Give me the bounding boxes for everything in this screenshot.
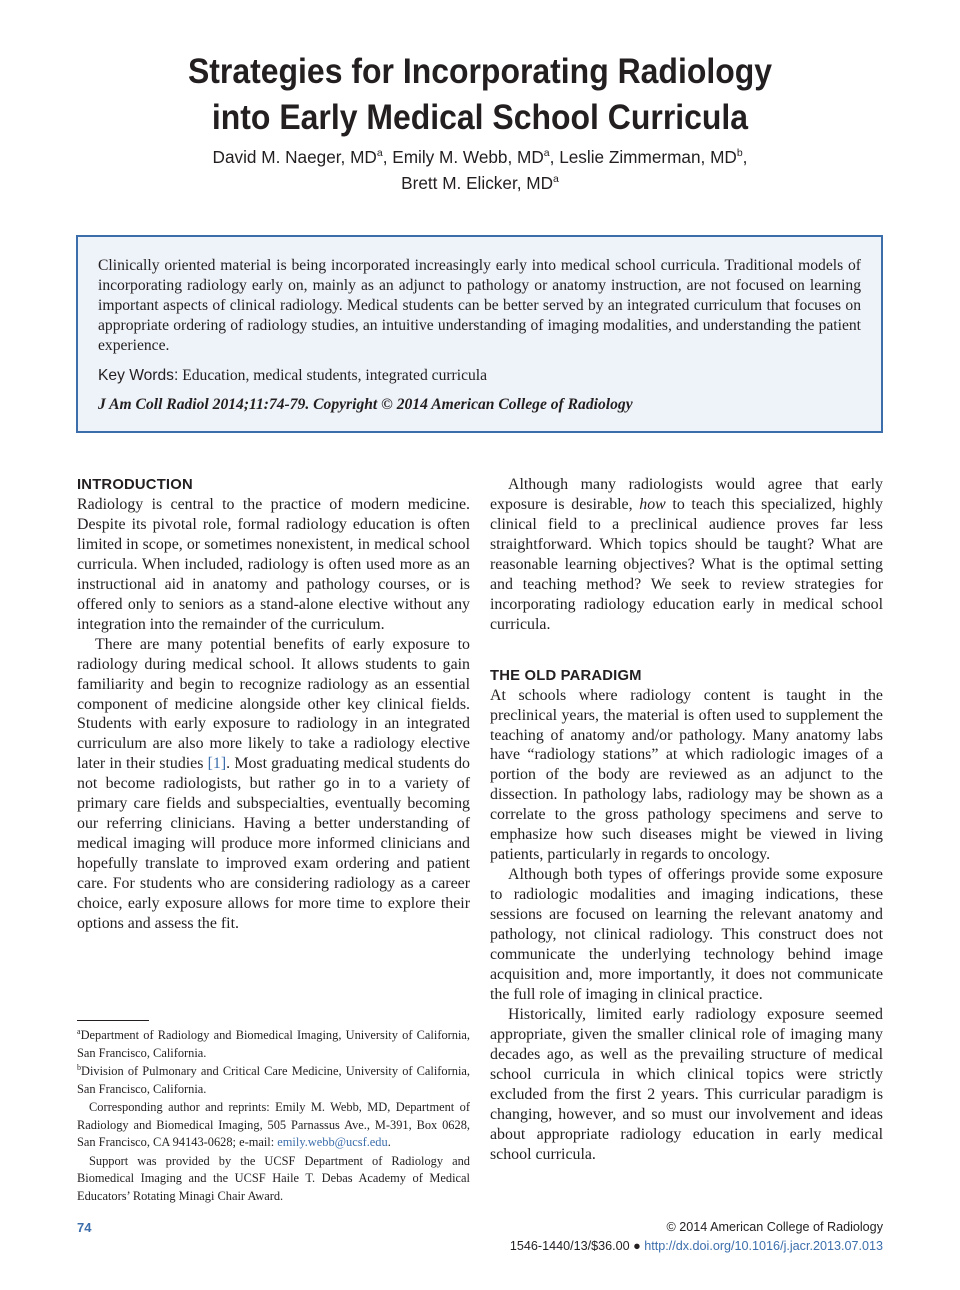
reference-link[interactable]: [1] <box>207 755 227 773</box>
paragraph: At schools where radiology content is taught in the preclinical years, the material is often used to supplement the teaching of anatomy and/or pathology. Many anatomy labs have “radiology stations” at which radiologic images of a portion of the body are reviewed as an adjunct to the dissection. In pathology labs, radiology may be shown as a correlate to the gross pathology specimens and serve to emphasize how such diseases might be viewed in living patients, particularly in regards to oncology. <box>490 686 883 864</box>
paragraph <box>77 635 470 934</box>
title-line-1: Strategies for Incorporating Radiology <box>187 51 773 91</box>
article-title <box>102 48 858 140</box>
section-heading-introduction: INTRODUCTION <box>77 477 193 493</box>
affiliation-mark: b <box>736 147 743 159</box>
author-list <box>60 144 900 196</box>
corresponding-text: Corresponding author and reprints: Emily M. Webb, MD, Department of Radiology and Biomedical Imaging, 505 Parnassus Ave., M-391, Box 0628, San Francisco, CA 94143-0628; e-mail: <box>77 1100 470 1149</box>
author-name: Emily M. Webb, MD <box>392 147 544 167</box>
email-link[interactable]: emily.webb@ucsf.edu <box>277 1135 388 1149</box>
author-name: Leslie Zimmerman, MD <box>559 147 737 167</box>
key-words-label: Key Words: <box>98 367 179 384</box>
title-line-2: into Early Medical School Curricula <box>211 97 749 137</box>
paragraph-text: Although many radiologists would agree that early exposure is desirable, <box>490 476 883 513</box>
abstract-text: Clinically oriented material is being incorporated increasingly early into medical school curricula. Traditional models of incorporating radiology early on, mainly as an adjunct to pathology or anatomy instruction, are not focused on learning important aspects of clinical radiology. Medical students can be better served by an integrated curriculum that focuses on appropriate ordering of radiology studies, an intuitive understanding of imaging modalities, and understanding the patient experience. <box>98 257 861 354</box>
paragraph: Although both types of offerings provide some exposure to radiologic modalities and imaging indications, these sessions are focused on learning the relevant anatomy and pathology, not clinical radiology. This construct does not communicate the underlying technology behind image acquisition and, more importantly, it does not communicate the full role of imaging in clinical practice. <box>490 866 883 1003</box>
left-column <box>77 475 470 934</box>
author-separator: , <box>549 147 560 167</box>
affiliation-b <box>77 1063 470 1098</box>
support-note: Support was provided by the UCSF Department of Radiology and Biomedical Imaging and the UCSF Haile T. Debas Academy of Medical Educators’ Rotating Minagi Chair Award. <box>77 1153 470 1203</box>
section-heading-old-paradigm: THE OLD PARADIGM <box>490 667 642 684</box>
footnotes <box>77 1027 470 1206</box>
affiliation-mark: a <box>376 147 383 159</box>
paragraph: Historically, limited early radiology exposure seemed appropriate, given the smaller clinical role of imaging many decades ago, as well as the prevailing structure of medical school curricula in which clinical topics were strictly excluded from the first 2 years. This curricular paradigm is changing, however, and so must our involvement and ideas about appropriate radiology education in early medical school curricula. <box>490 1005 883 1163</box>
affiliation-mark: a <box>543 147 550 159</box>
footnote-divider <box>77 1020 149 1021</box>
paragraph-text: to teach this specialized, highly clinical field to a preclinical audience proves far less straightforward. Which topics should be taught? What are reasonable learning objectives? What is the optimal setting and teaching method? We seek to review strategies for incorporating radiology education early in medical school curricula. <box>490 495 883 633</box>
paragraph <box>490 475 883 635</box>
citation: J Am Coll Radiol 2014;11:74-79. Copyright © 2014 American College of Radiology <box>98 396 633 413</box>
author-separator: , <box>742 147 748 167</box>
key-words <box>98 366 861 386</box>
affiliation-mark: a <box>553 173 559 185</box>
paragraph-text: . Most graduating medical students do not become radiologists, but rather go in to a variety of primary care fields and subspecialties, eventually becoming our referring clinicians. Having a better understanding of medical imaging will produce more informed clinicians and hopefully translate to improved exam ordering and patient care. For students who are considering radiology as a career choice, early exposure allows for more time to explore their options and assess the fit. <box>77 755 470 933</box>
emphasis-text: how <box>639 495 666 513</box>
affiliation-a <box>77 1027 470 1062</box>
key-words-value: Education, medical students, integrated curricula <box>182 367 488 384</box>
author-name: David M. Naeger, MD <box>212 147 377 167</box>
paragraph: Radiology is central to the practice of modern medicine. Despite its pivotal role, formal radiology education is often limited in scope, or sometimes nonexistent, in medical school curricula. When included, radiology is often used more as an instructional aid in anatomy and pathology courses, or is offered only to seniors as a stand-alone elective without any integration into the remainder of the curriculum. <box>77 496 470 633</box>
right-column <box>490 475 883 1165</box>
page-number: 74 <box>77 1220 92 1235</box>
bullet-separator: ● <box>633 1239 641 1253</box>
copyright: © 2014 American College of Radiology <box>666 1220 883 1234</box>
affiliation-mark: a <box>77 1027 81 1036</box>
author-separator: , <box>382 147 393 167</box>
paragraph-text: There are many potential benefits of early exposure to radiology during medical school. It allows students to gain familiarity and begin to recognize radiology as an essential component of medicine alongside other key clinical fields. Students with early exposure to radiology in an integrated curriculum are also more likely to take a radiology elective later in their studies <box>77 635 470 773</box>
affiliation-text: Division of Pulmonary and Critical Care Medicine, University of California, San Francisco, California. <box>77 1064 470 1096</box>
issn: 1546-1440/13/$36.00 <box>509 1239 630 1253</box>
affiliation-mark: b <box>77 1063 81 1072</box>
affiliation-text: Department of Radiology and Biomedical Imaging, University of California, San Francisco, California. <box>77 1028 470 1060</box>
doi-link[interactable]: http://dx.doi.org/10.1016/j.jacr.2013.07.013 <box>644 1239 883 1253</box>
abstract-box <box>76 235 883 433</box>
issn-doi-line <box>510 1239 883 1253</box>
corresponding-author: Corresponding author and reprints: Emily M. Webb, MD, Department of Radiology and Biomedical Imaging, 505 Parnassus Ave., M-391, Box 0628, San Francisco, CA 94143-0628; e-mail: emily.webb@ucsf.edu. <box>77 1100 470 1149</box>
author-name: Brett M. Elicker, MD <box>401 173 553 193</box>
